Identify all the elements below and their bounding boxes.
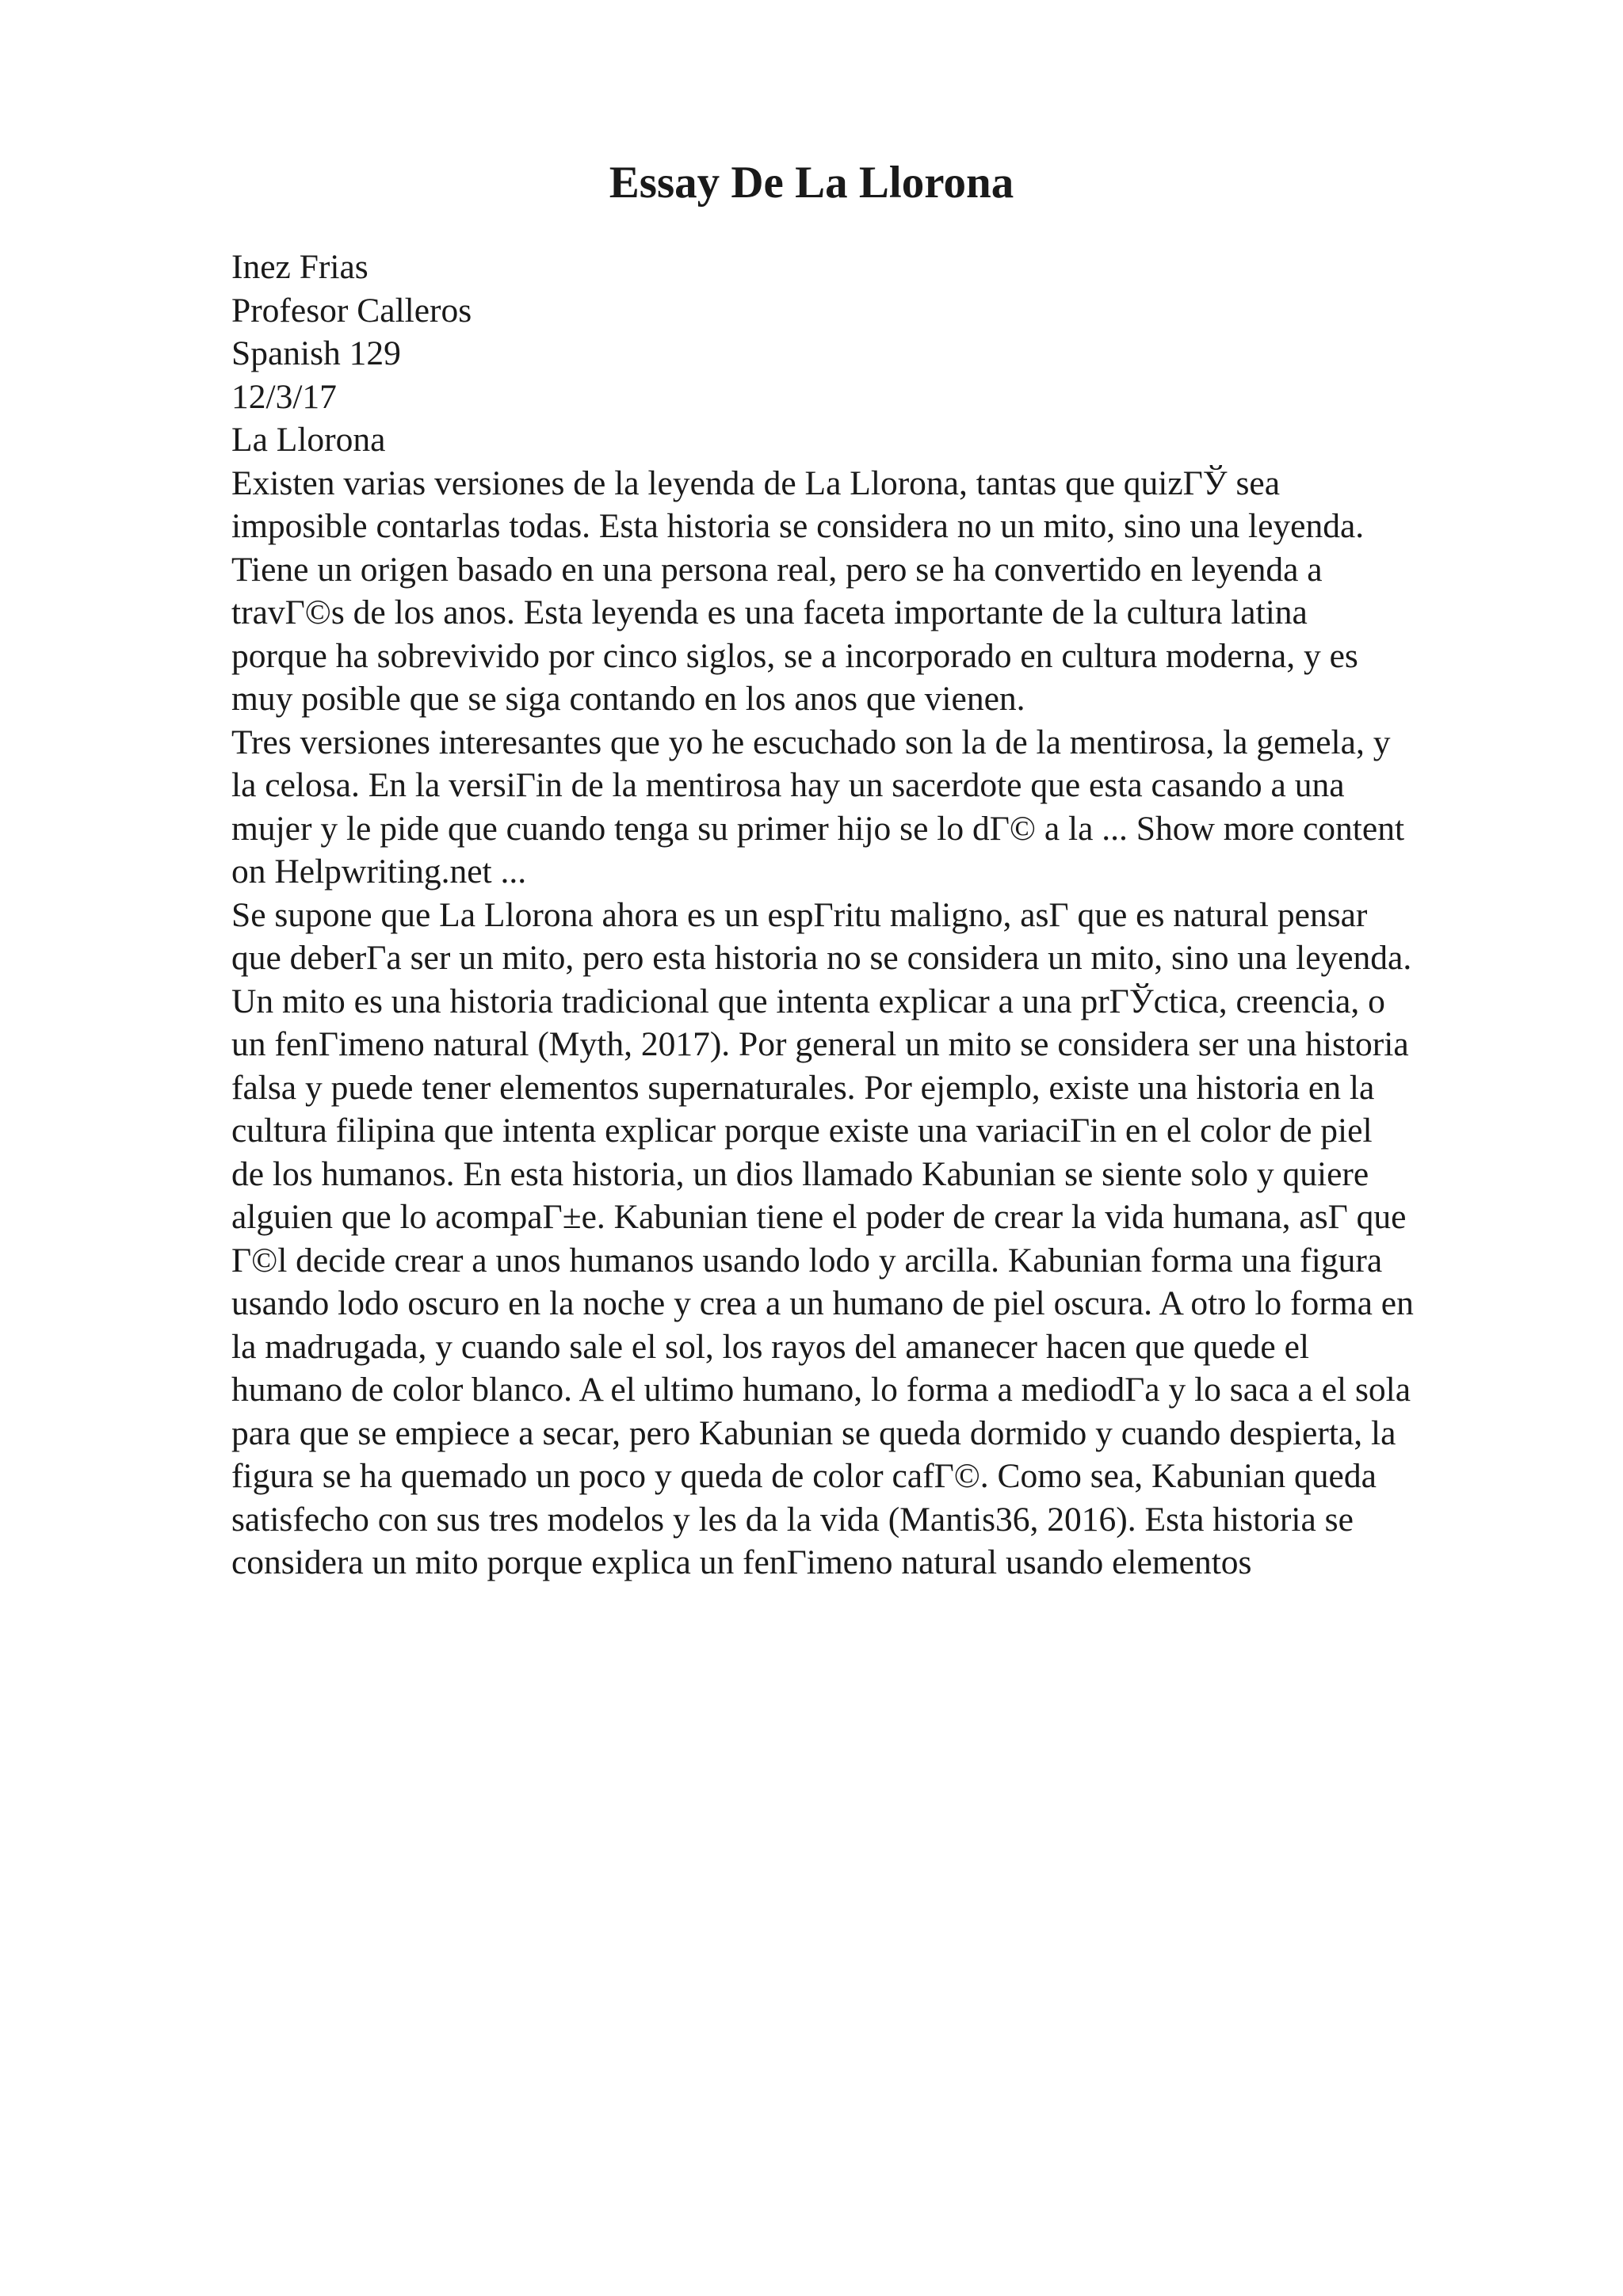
paragraph-line: travГ©s de los anos. Esta leyenda es una faceta importante de la cultura latina	[231, 593, 1308, 631]
essay-title: La Llorona	[231, 421, 386, 459]
paragraph-line: porque ha sobrevivido por cinco siglos, se a incorporado en cultura moderna, y es	[231, 636, 1358, 675]
author-name: Inez Frias	[231, 248, 369, 286]
paragraph-line: que deberГa ser un mito, pero esta historia no se considera un mito, sino una leyenda.	[231, 939, 1412, 977]
document-body	[231, 246, 1515, 1585]
paragraph-line: Un mito es una historia tradicional que intenta explicar a una prГЎctica, creencia, o	[231, 982, 1385, 1020]
paragraph-line: figura se ha quemado un poco y queda de color cafГ©. Como sea, Kabunian queda	[231, 1457, 1377, 1495]
paragraph-line: Г©l decide crear a unos humanos usando lodo y arcilla. Kabunian forma una figura	[231, 1241, 1383, 1280]
paragraph-line: usando lodo oscuro en la noche y crea a un humano de piel oscura. A otro lo forma en	[231, 1284, 1414, 1322]
paragraph-line: humano de color blanco. A el ultimo humano, lo forma a mediodГa y lo saca a el sola	[231, 1371, 1411, 1409]
paragraph-line: considera un mito porque explica un fenГіmeno natural usando elementos	[231, 1543, 1252, 1581]
paragraph-line: la madrugada, y cuando sale el sol, los rayos del amanecer hacen que quede el	[231, 1327, 1310, 1366]
essay-date: 12/3/17	[231, 377, 337, 416]
paragraph-line: cultura filipina que intenta explicar porque existe una variaciГіn en el color de piel	[231, 1112, 1373, 1150]
paragraph-line: alguien que lo acompaГ±e. Kabunian tiene el poder de crear la vida humana, asГ que	[231, 1198, 1407, 1236]
paragraph-line: satisfecho con sus tres modelos y les da la vida (Mantis36, 2016). Esta historia se	[231, 1500, 1354, 1539]
paragraph-line: imposible contarlas todas. Esta historia se considera no un mito, sino una leyenda.	[231, 507, 1365, 545]
paragraph-line: falsa y puede tener elementos supernaturales. Por ejemplo, existe una historia en la	[231, 1068, 1375, 1107]
paragraph-line: Se supone que La Llorona ahora es un espГritu maligno, asГ que es natural pensar	[231, 895, 1368, 934]
document-title: Essay De La Llorona	[609, 158, 1014, 208]
paragraph-line: Tres versiones interesantes que yo he escuchado son la de la mentirosa, la gemela, y	[231, 723, 1391, 761]
paragraph-line: de los humanos. En esta historia, un dios llamado Kabunian se siente solo y quiere	[231, 1154, 1369, 1193]
paragraph-line: on Helpwriting.net ...	[231, 852, 527, 891]
paragraph-line: un fenГіmeno natural (Myth, 2017). Por general un mito se considera ser una historia	[231, 1025, 1409, 1063]
paragraph-line: Tiene un origen basado en una persona real, pero se ha convertido en leyenda a	[231, 550, 1323, 589]
paragraph-line: muy posible que se siga contando en los anos que vienen.	[231, 680, 1025, 718]
professor-name: Profesor Calleros	[231, 291, 472, 330]
paragraph-line: la celosa. En la versiГіn de la mentirosa hay un sacerdote que esta casando a una	[231, 766, 1345, 804]
paragraph-line: para que se empiece a secar, pero Kabunian se queda dormido y cuando despierta, la	[231, 1413, 1396, 1452]
paragraph-line: Existen varias versiones de la leyenda de La Llorona, tantas que quizГЎ sea	[231, 463, 1281, 502]
paragraph-line: mujer y le pide que cuando tenga su primer hijo se lo dГ© a la ... Show more content	[231, 809, 1405, 848]
course-name: Spanish 129	[231, 334, 401, 372]
